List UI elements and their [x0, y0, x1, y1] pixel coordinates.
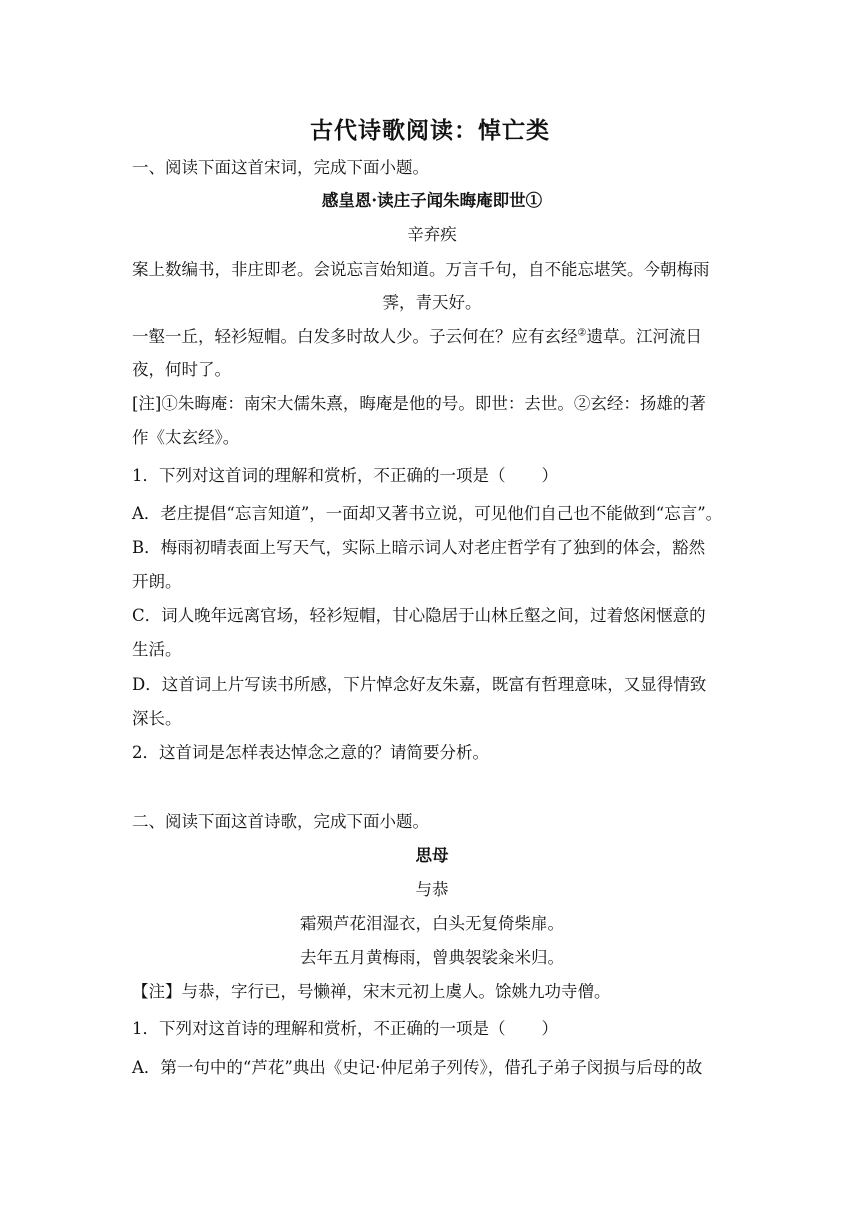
s1-option-b: B．梅雨初晴表面上写天气，实际上暗示词人对老庄哲学有了独到的体会，豁然 [132, 538, 706, 557]
footnote-marker-2: ② [577, 327, 587, 339]
poem1-line-1: 案上数编书，非庄即老。会说忘言始知道。万言千句，自不能忘堪笑。今朝梅雨 [132, 260, 710, 279]
poem1-line-4: 夜，何时了。 [132, 360, 231, 379]
s2-question-1-close: ） [541, 1019, 558, 1038]
note1-line-1: [注]①朱晦庵：南宋大儒朱熹，晦庵是他的号。即世：去世。②玄经：扬雄的著 [132, 394, 706, 413]
section2-instruction: 二、阅读下面这首诗歌，完成下面小题。 [132, 812, 429, 831]
page-title: 古代诗歌阅读：悼亡类 [310, 117, 550, 144]
poem2-line-1: 霜殒芦花泪湿衣，白头无复倚柴扉。 [300, 914, 564, 933]
s1-question-2: 2．这首词是怎样表达悼念之意的？请简要分析。 [132, 743, 489, 762]
s1-option-b-cont: 开朗。 [132, 572, 182, 591]
poem1-line-3-text: 一壑一丘，轻衫短帽。白发多时故人少。子云何在？应有玄经 [132, 327, 578, 346]
s1-question-1 [132, 459, 732, 493]
poem1-title: 感皇恩·读庄子闻朱晦庵即世① [321, 191, 543, 210]
note1-line-2: 作《太玄经》。 [132, 428, 240, 447]
s1-question-1-close: ） [541, 466, 558, 485]
s1-option-a: A．老庄提倡“忘言知道”，一面却又著书立说，可见他们自己也不能做到“忘言”。 [132, 504, 723, 523]
s1-question-1-text: 1．下列对这首词的理解和赏析，不正确的一项是（ [132, 466, 506, 485]
s1-option-d: D．这首词上片写读书所感，下片悼念好友朱嘉，既富有哲理意味，又显得情致 [132, 675, 707, 694]
poem2-author: 与恭 [415, 880, 449, 899]
poem1-line-2: 霁，青天好。 [382, 293, 482, 312]
poem1-line-3-tail: 遗草。江河流日 [586, 327, 702, 346]
section1-instruction: 一、阅读下面这首宋词，完成下面小题。 [132, 158, 429, 177]
poem2-line-2: 去年五月黄梅雨，曾典袈裟籴米归。 [300, 948, 564, 967]
poem1-author: 辛弃疾 [407, 225, 457, 244]
s1-option-d-cont: 深长。 [132, 709, 182, 728]
poem2-title: 思母 [415, 846, 449, 865]
s2-question-1 [132, 1012, 732, 1046]
s1-option-c: C．词人晚年远离官场，轻衫短帽，甘心隐居于山林丘壑之间，过着悠闲惬意的 [132, 606, 706, 625]
note2: 【注】与恭，字行已，号懒禅，宋末元初上虞人。馀姚九功寺僧。 [132, 982, 611, 1001]
s1-option-c-cont: 生活。 [132, 640, 182, 659]
poem1-line-3 [132, 320, 732, 354]
s2-option-a: A．第一句中的“芦花”典出《史记·仲尼弟子列传》，借孔子弟子闵损与后母的故 [132, 1058, 703, 1077]
s2-question-1-text: 1．下列对这首诗的理解和赏析，不正确的一项是（ [132, 1019, 506, 1038]
